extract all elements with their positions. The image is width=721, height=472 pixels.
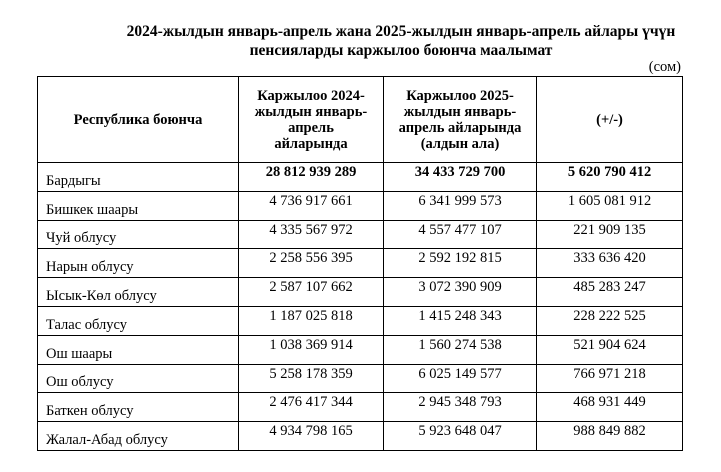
cell-2024: 2 476 417 344 [239,393,384,422]
cell-2025: 5 923 648 047 [384,422,537,451]
cell-region: Бишкек шаары [38,191,239,220]
header-2025: Каржылоо 2025-жылдын январь-апрель айларында (алдын ала) [384,77,537,163]
cell-diff: 766 971 218 [537,364,683,393]
table-row [38,393,683,422]
cell-2024: 1 187 025 818 [239,306,384,335]
cell-2024: 2 258 556 395 [239,249,384,278]
table-row [38,191,683,220]
table-row [38,278,683,307]
cell-region: Баткен облусу [38,393,239,422]
cell-2025: 3 072 390 909 [384,278,537,307]
cell-2025: 34 433 729 700 [384,163,537,192]
cell-2024: 2 587 107 662 [239,278,384,307]
cell-2025: 1 560 274 538 [384,335,537,364]
cell-2024: 4 934 798 165 [239,422,384,451]
title-line-1: 2024-жылдын январь-апрель жана 2025-жылдын январь-апрель айлары үчүн [126,23,676,40]
header-diff: (+/-) [537,77,683,163]
cell-2024: 28 812 939 289 [239,163,384,192]
cell-region: Нарын облусу [38,249,239,278]
cell-2024: 5 258 178 359 [239,364,384,393]
cell-region: Ысык-Көл облусу [38,278,239,307]
cell-region: Ош шаары [38,335,239,364]
cell-2025: 4 557 477 107 [384,220,537,249]
table-row [38,249,683,278]
header-2024: Каржылоо 2024-жылдын январь-апрель айларында [239,77,384,163]
header-region: Республика боюнча [38,77,239,163]
cell-diff: 485 283 247 [537,278,683,307]
cell-diff: 468 931 449 [537,393,683,422]
cell-diff: 333 636 420 [537,249,683,278]
cell-2025: 2 592 192 815 [384,249,537,278]
cell-2024: 4 335 567 972 [239,220,384,249]
cell-region: Ош облусу [38,364,239,393]
document-title [60,22,721,60]
cell-region: Талас облусу [38,306,239,335]
table-row [38,364,683,393]
unit-label: (сом) [648,59,681,75]
table-row [38,306,683,335]
cell-diff: 228 222 525 [537,306,683,335]
cell-diff: 521 904 624 [537,335,683,364]
table-row-total [38,163,683,192]
pension-financing-table [37,76,683,451]
cell-diff: 5 620 790 412 [537,163,683,192]
cell-2024: 4 736 917 661 [239,191,384,220]
title-line-2: пенсияларды каржылоо боюнча маалымат [249,42,553,59]
cell-region: Жалал-Абад облусу [38,422,239,451]
cell-2025: 6 341 999 573 [384,191,537,220]
table-row [38,335,683,364]
cell-region: Чуй облусу [38,220,239,249]
table-row [38,422,683,451]
table-row [38,220,683,249]
cell-2025: 2 945 348 793 [384,393,537,422]
cell-2025: 1 415 248 343 [384,306,537,335]
cell-2024: 1 038 369 914 [239,335,384,364]
table-header-row [38,77,683,163]
cell-diff: 1 605 081 912 [537,191,683,220]
cell-region: Бардыгы [38,163,239,192]
cell-diff: 221 909 135 [537,220,683,249]
cell-2025: 6 025 149 577 [384,364,537,393]
cell-diff: 988 849 882 [537,422,683,451]
